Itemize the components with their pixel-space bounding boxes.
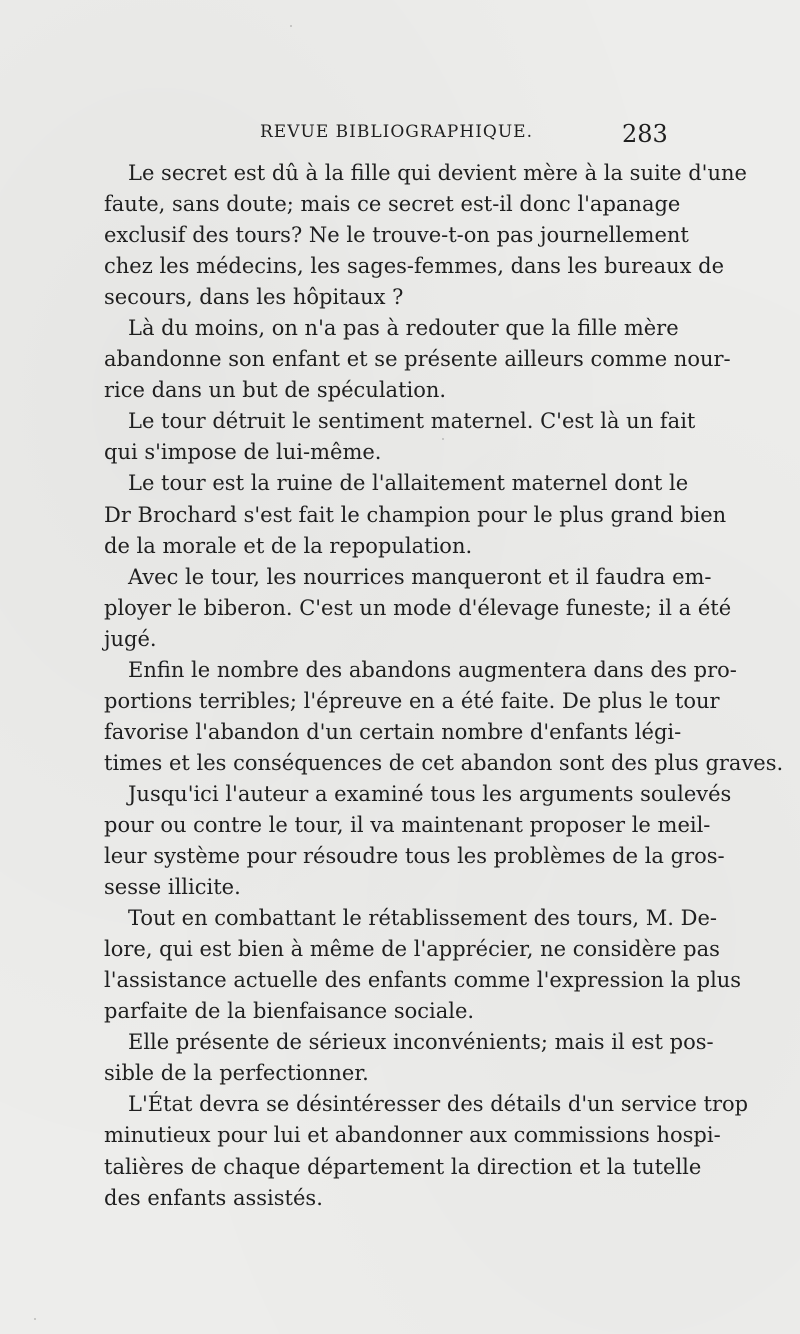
running-title: REVUE BIBLIOGRAPHIQUE.: [260, 122, 533, 142]
body-text: [104, 158, 784, 1214]
text-line: Le tour est la ruine de l'allaitement maternel dont le: [128, 471, 689, 496]
paper-speck: [290, 25, 292, 27]
text-line: Dr Brochard s'est fait le champion pour le plus grand bien: [104, 502, 727, 527]
text-line: minutieux pour lui et abandonner aux commissions hospi-: [104, 1123, 721, 1148]
text-line: de la morale et de la repopulation.: [104, 533, 473, 558]
text-line: talières de chaque département la direction et la tutelle: [104, 1154, 702, 1179]
text-line: exclusif des tours? Ne le trouve-t-on pas journellement: [104, 223, 689, 248]
text-line: Là du moins, on n'a pas à redouter que la fille mère: [128, 316, 679, 341]
text-line: pour ou contre le tour, il va maintenant proposer le meil-: [104, 812, 711, 837]
text-line: Elle présente de sérieux inconvénients; mais il est pos-: [128, 1030, 714, 1055]
paper-speck: [34, 1318, 36, 1320]
text-line: Enfin le nombre des abandons augmentera dans des pro-: [128, 657, 737, 682]
text-line: lore, qui est bien à même de l'apprécier, ne considère pas: [104, 937, 720, 962]
text-line: parfaite de la bienfaisance sociale.: [104, 999, 475, 1024]
text-line: Avec le tour, les nourrices manqueront et il faudra em-: [128, 564, 712, 589]
text-line: secours, dans les hôpitaux ?: [104, 285, 404, 310]
text-line: leur système pour résoudre tous les problèmes de la gros-: [104, 844, 725, 869]
text-line: abandonne son enfant et se présente ailleurs comme nour-: [104, 347, 731, 372]
page-header: [0, 120, 800, 150]
text-line: des enfants assistés.: [104, 1185, 323, 1210]
text-line: faute, sans doute; mais ce secret est-il donc l'apanage: [104, 192, 681, 217]
text-line: l'assistance actuelle des enfants comme l'expression la plus: [104, 968, 742, 993]
text-line: portions terribles; l'épreuve en a été faite. De plus le tour: [104, 688, 720, 713]
page-number: 283: [622, 120, 668, 148]
text-line: sible de la perfectionner.: [104, 1061, 369, 1086]
text-line: favorise l'abandon d'un certain nombre d'enfants légi-: [104, 719, 682, 744]
text-line: Tout en combattant le rétablissement des tours, M. De-: [128, 906, 717, 931]
text-line: qui s'impose de lui-même.: [104, 440, 382, 465]
text-line: Jusqu'ici l'auteur a examiné tous les arguments soulevés: [128, 781, 732, 806]
text-line: times et les conséquences de cet abandon sont des plus graves.: [104, 750, 784, 775]
text-line: sesse illicite.: [104, 875, 241, 900]
text-line: chez les médecins, les sages-femmes, dans les bureaux de: [104, 254, 725, 279]
text-line: rice dans un but de spéculation.: [104, 378, 447, 403]
text-line: ployer le biberon. C'est un mode d'élevage funeste; il a été: [104, 595, 732, 620]
text-line: jugé.: [104, 626, 157, 651]
text-line: Le tour détruit le sentiment maternel. C'est là un fait: [128, 409, 696, 434]
text-line: L'État devra se désintéresser des détails d'un service trop: [128, 1092, 749, 1117]
paper-speck: [442, 438, 444, 440]
text-line: Le secret est dû à la fille qui devient mère à la suite d'une: [128, 161, 747, 185]
